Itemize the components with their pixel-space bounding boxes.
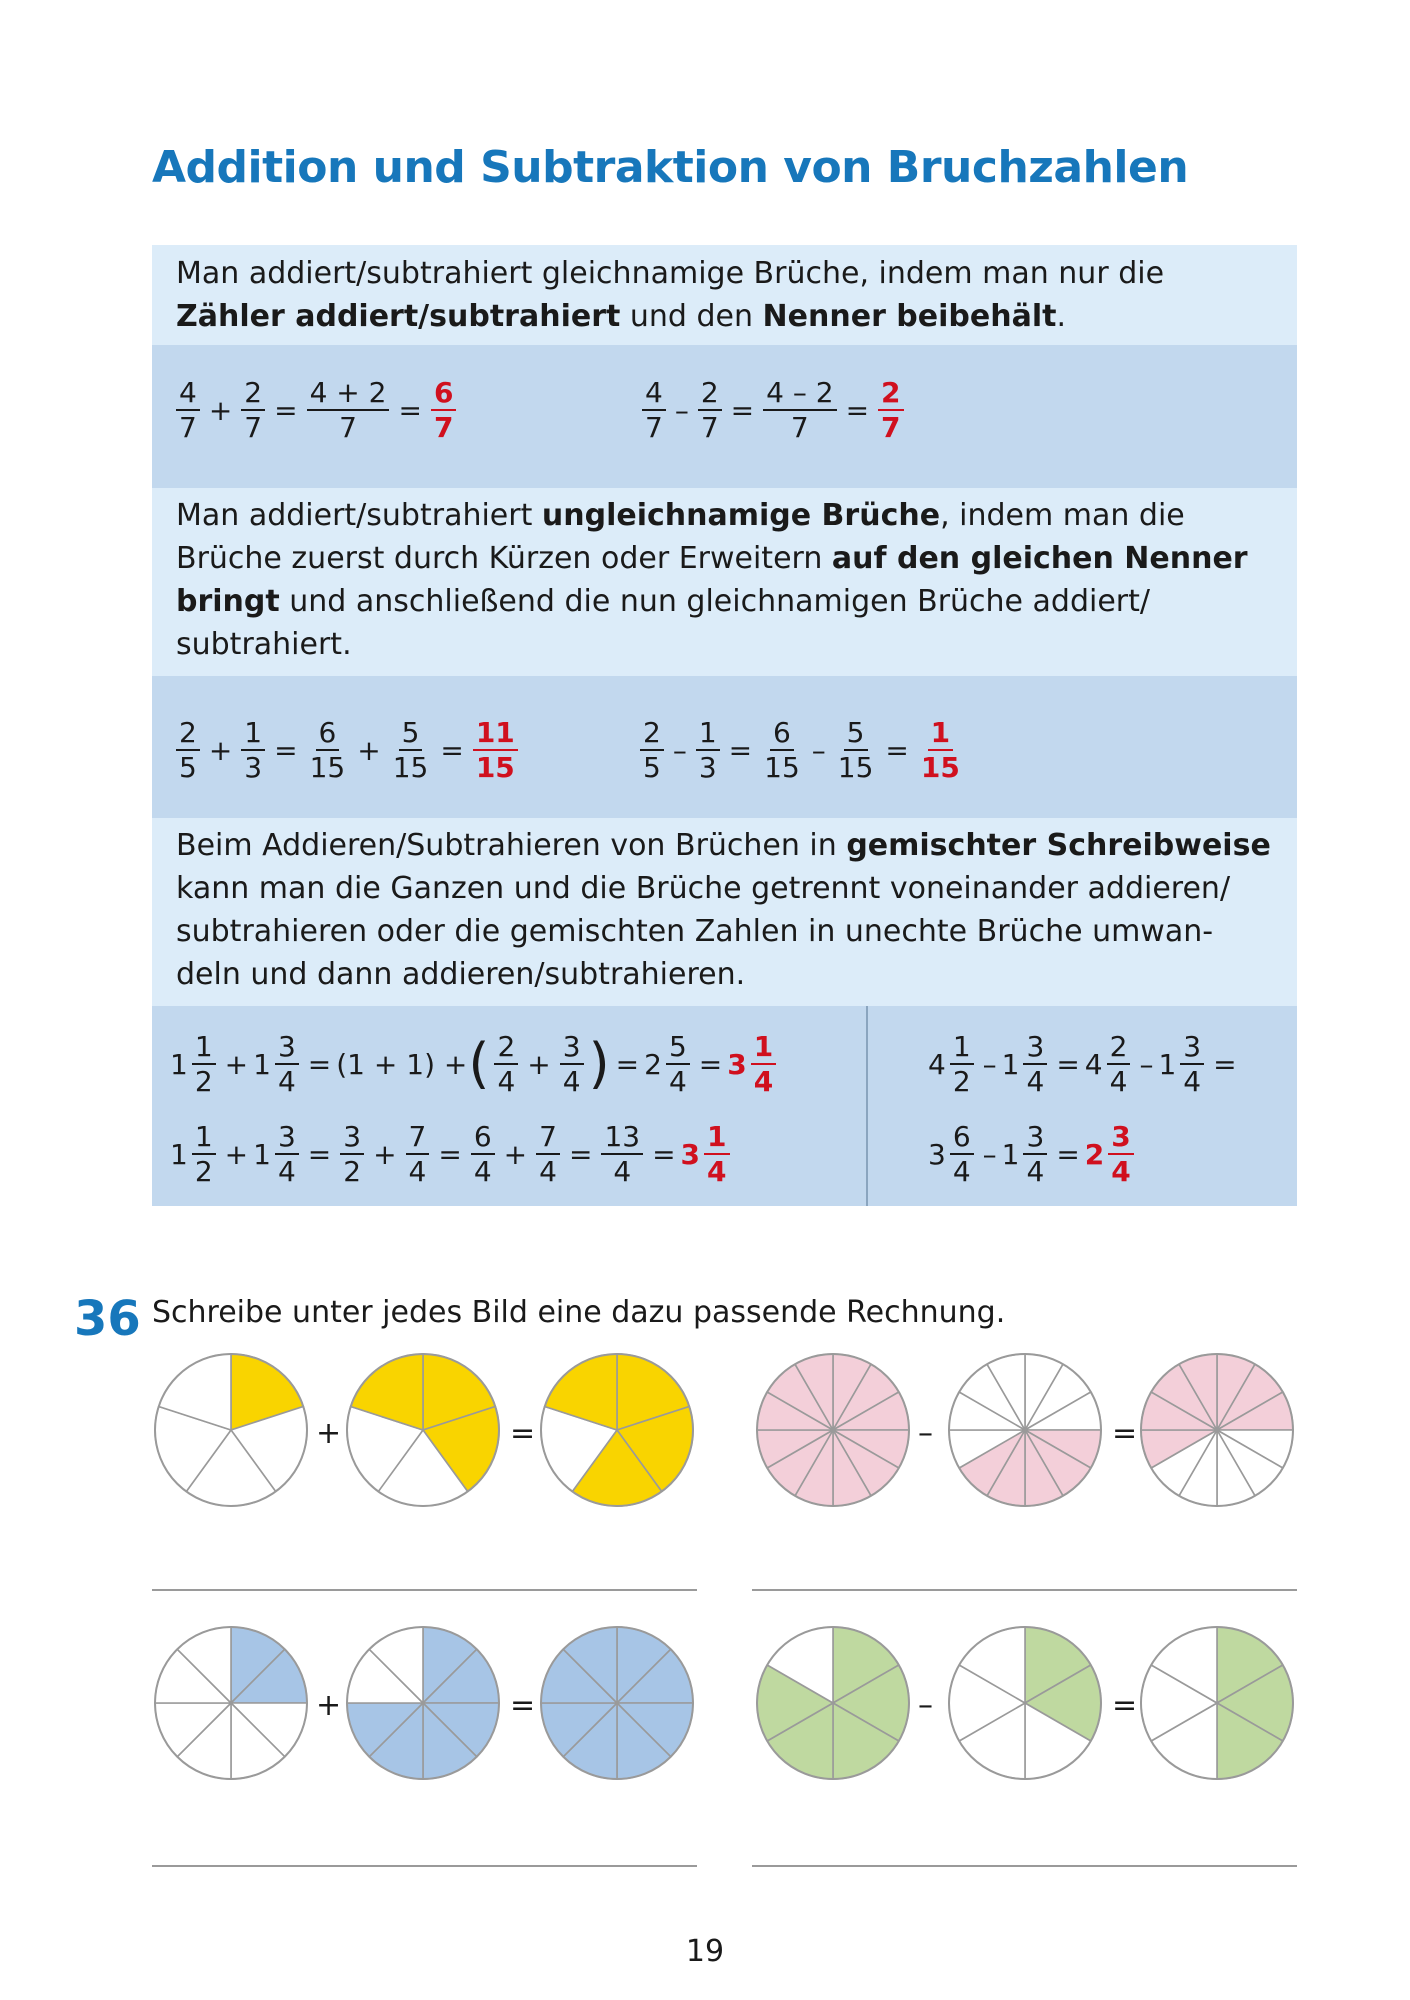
fraction-pie-9 [541,1627,693,1779]
exercise-number: 36 [74,1291,141,1347]
fraction-pie-2 [347,1354,499,1506]
rule2-text-1: Man addiert/subtrahiert [176,498,542,533]
equals-sign-2: = [1112,1416,1138,1451]
example-3-row3: 4 $\frac{1}{2}$ – 1 $\frac{3}{4}$ = 4 $\frac{2}{4}$ – 1 $\frac{3}{4}$ = [928,1029,1237,1098]
page-number: 19 [685,1934,725,1969]
rule3-text-1: Beim Addieren/Subtrahieren von Brüchen in [176,828,847,863]
rule2-text-3: und anschließend die nun gleichnamigen Brüche addiert/ subtrahiert. [176,584,1151,662]
fraction-pie-11 [949,1627,1101,1779]
fraction-pie-10 [757,1627,909,1779]
fraction-pie-5 [949,1354,1101,1506]
example-3-row1: 1 $\frac{1}{2}$ + 1 $\frac{3}{4}$ = (1 + 1) + ( $\frac{2}{4}$ + $\frac{3}{4}$ ) = 2 $\frac{5}{4}$ = 3 $\frac{1}{4}$ [170,1024,780,1104]
equals-sign-3: = [510,1688,536,1723]
example-3-row2: 1 $\frac{1}{2}$ + 1 $\frac{3}{4}$ = $\frac{3}{2}$ + $\frac{7}{4}$ = $\frac{6}{4}$ + $\frac{7}{4}$ = $\frac{13}{4}$ = 3 $\frac{1}{4}$ [170,1114,734,1194]
plus-sign-2: + [316,1688,342,1723]
example-2a: $\frac{2}{5}$ + $\frac{1}{3}$ = $\frac{6}{15}$ + $\frac{5}{15}$ = $\frac{11}{15}$ [172,710,522,790]
fraction-pie-1 [155,1354,307,1506]
example-2b: $\frac{2}{5}$ – $\frac{1}{3}$ = $\frac{6}{15}$ – $\frac{5}{15}$ = $\frac{1}{15}$ [636,710,967,790]
page-title: Addition und Subtraktion von Bruchzahlen [152,142,1189,193]
answer-line-3[interactable] [152,1865,697,1867]
fraction-pie-12 [1141,1627,1293,1779]
rule2-text-2: , indem man die Brüche zuerst durch Kürzen oder Erweitern [176,498,1185,576]
example-3-row4: 3 $\frac{6}{4}$ – 1 $\frac{3}{4}$ = 2 $\frac{3}{4}$ [928,1114,1138,1194]
exercise-instruction: Schreibe unter jedes Bild eine dazu passende Rechnung. [152,1295,1006,1330]
equals-sign-1: = [510,1416,536,1451]
answer-line-2[interactable] [752,1589,1297,1591]
rule1-bold-2: Nenner beibehält [762,299,1057,334]
fraction-pie-4 [757,1354,909,1506]
rule3-text-2: kann man die Ganzen und die Brüche getrennt voneinander addieren/ subtrahieren oder die gemischten Zahlen in unechte Brüche umwan-deln und dann addieren/subtrahieren. [176,871,1231,992]
rule1-bold-1: Zähler addiert/subtrahiert [176,299,621,334]
fraction-pie-7 [155,1627,307,1779]
rule2-bold-1: ungleichnamige Brüche [541,498,941,533]
rule3-bold-1: gemischter Schreibweise [846,828,1271,863]
answer-line-4[interactable] [752,1865,1297,1867]
minus-sign-1: – [918,1416,933,1451]
fraction-pie-6 [1141,1354,1293,1506]
rule2-bold-2: auf den gleichen Nenner bringt [176,541,1248,619]
plus-sign-1: + [316,1416,342,1451]
minus-sign-2: – [918,1688,933,1723]
example-1b: $\frac{4}{7}$ – $\frac{2}{7}$ = $\frac{4 - 2}{7}$ = $\frac{2}{7}$ [638,370,908,450]
rule1-text-3: . [1056,299,1066,334]
rule1-text-2: und den [620,299,763,334]
example-1a: $\frac{4}{7}$ + $\frac{2}{7}$ = $\frac{4 + 2}{7}$ = $\frac{6}{7}$ [172,370,460,450]
answer-line-1[interactable] [152,1589,697,1591]
fraction-pie-3 [541,1354,693,1506]
equals-sign-4: = [1112,1688,1138,1723]
rule1-text-1: Man addiert/subtrahiert gleichnamige Brüche, indem man nur die [176,256,1165,291]
fraction-pie-8 [347,1627,499,1779]
